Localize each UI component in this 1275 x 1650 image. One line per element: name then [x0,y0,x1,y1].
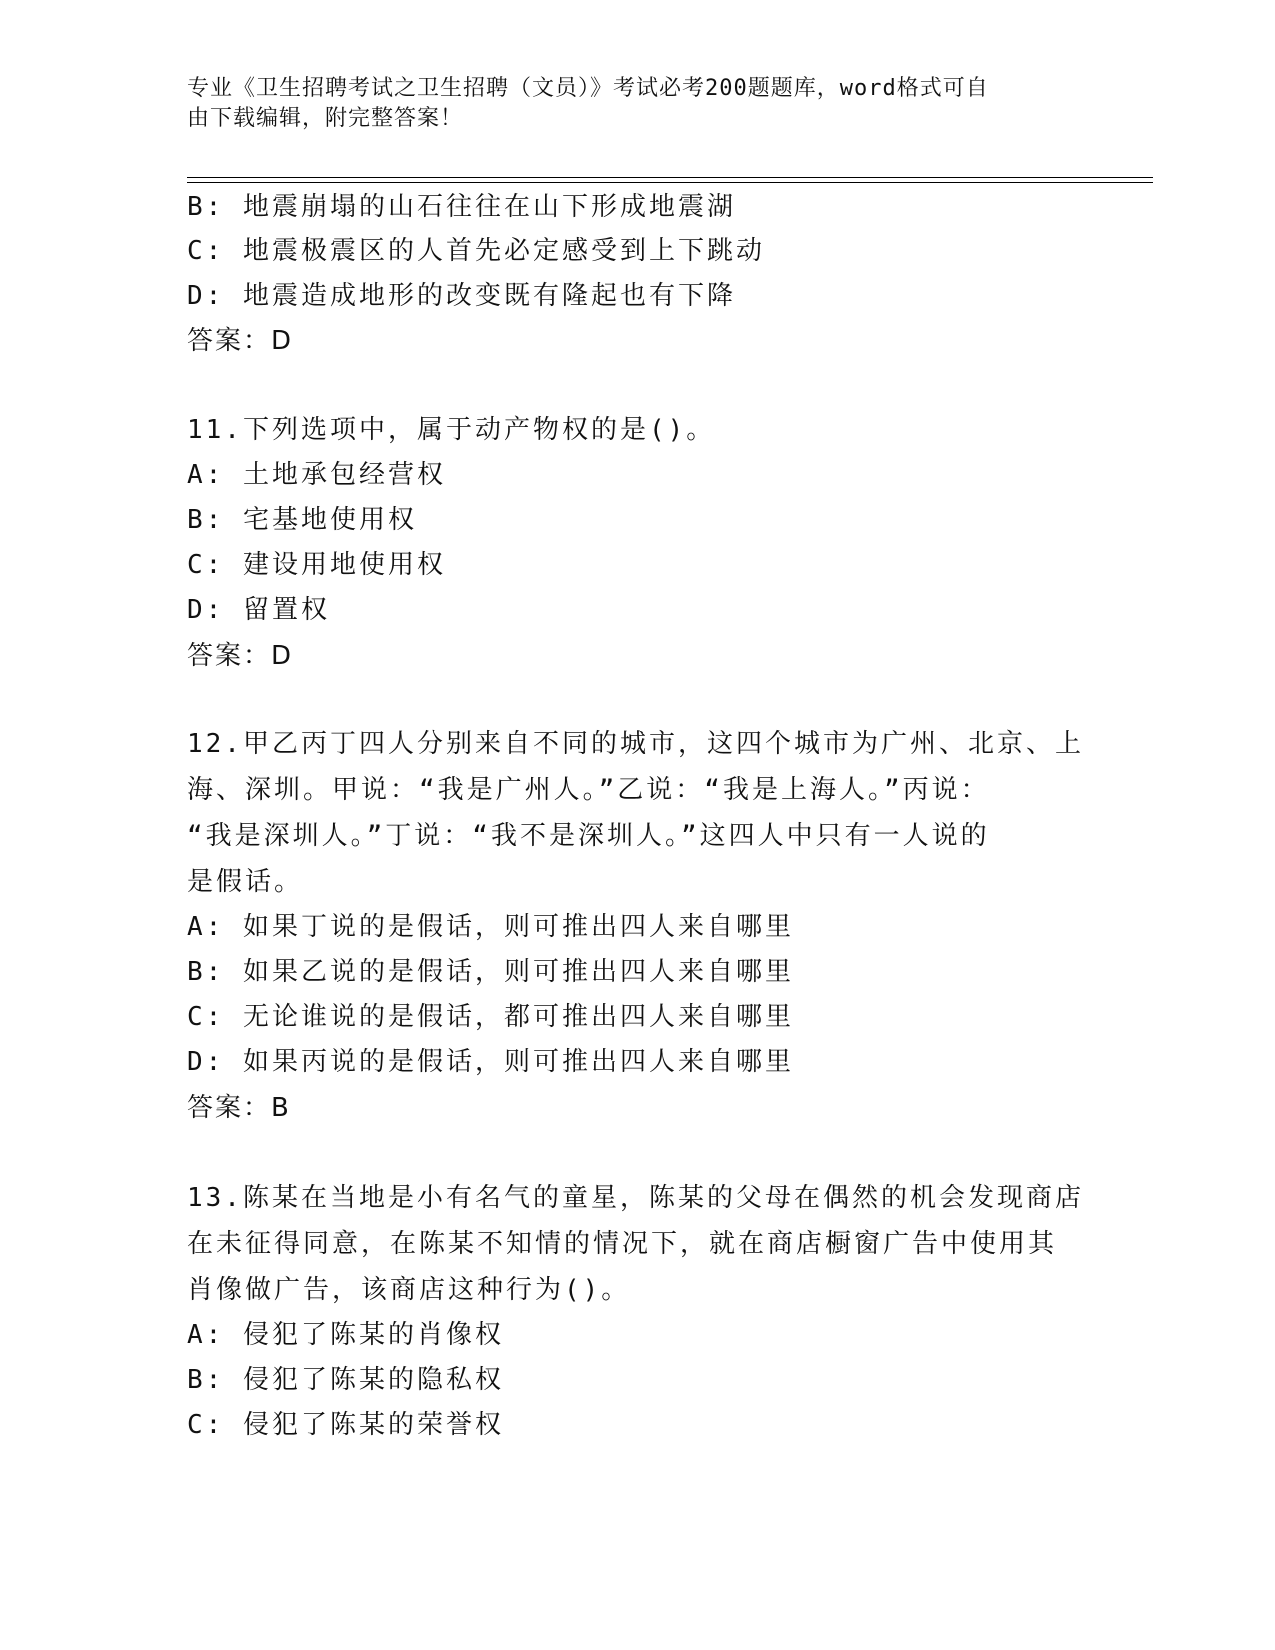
q12-answer: 答案：B [187,1093,291,1123]
header-divider-bottom [187,182,1153,183]
q10-option-b: B: 地震崩塌的山石往往在山下形成地震湖 [187,192,736,222]
q11-option-a: A: 土地承包经营权 [187,460,446,490]
q10-answer: 答案：D [187,326,294,356]
header-divider-top [187,177,1153,178]
q13-stem-line-1: 13.陈某在当地是小有名气的童星，陈某的父母在偶然的机会发现商店 [187,1183,1084,1213]
document-header [187,74,1067,134]
header-line-1: 专业《卫生招聘考试之卫生招聘（文员）》考试必考200题题库，word格式可自 [187,76,989,101]
q10-option-d: D: 地震造成地形的改变既有隆起也有下降 [187,281,736,311]
q13-option-b: B: 侵犯了陈某的隐私权 [187,1365,504,1395]
q12-stem-line-4: 是假话。 [187,867,304,897]
q12-option-c: C: 无论谁说的是假话，都可推出四人来自哪里 [187,1002,794,1032]
q13-option-c: C: 侵犯了陈某的荣誉权 [187,1410,504,1440]
q12-option-d: D: 如果丙说的是假话，则可推出四人来自哪里 [187,1047,794,1077]
header-line-2: 由下载编辑，附完整答案！ [187,106,464,131]
q11-answer: 答案：D [187,641,294,671]
q11-stem: 11.下列选项中，属于动产物权的是()。 [187,415,716,445]
q12-stem-line-1: 12.甲乙丙丁四人分别来自不同的城市，这四个城市为广州、北京、上 [187,729,1084,759]
q12-stem-line-2: 海、深圳。甲说：“我是广州人。”乙说：“我是上海人。”丙说： [187,775,990,805]
q11-option-b: B: 宅基地使用权 [187,505,417,535]
q11-option-d: D: 留置权 [187,595,330,625]
q12-option-b: B: 如果乙说的是假话，则可推出四人来自哪里 [187,957,794,987]
q11-option-c: C: 建设用地使用权 [187,550,446,580]
q12-stem-line-3: “我是深圳人。”丁说：“我不是深圳人。”这四人中只有一人说的 [187,821,990,851]
q13-stem-line-3: 肖像做广告，该商店这种行为()。 [187,1275,631,1305]
q12-option-a: A: 如果丁说的是假话，则可推出四人来自哪里 [187,912,794,942]
q13-stem-line-2: 在未征得同意，在陈某不知情的情况下，就在商店橱窗广告中使用其 [187,1229,1058,1259]
q10-option-c: C: 地震极震区的人首先必定感受到上下跳动 [187,236,765,266]
q13-option-a: A: 侵犯了陈某的肖像权 [187,1320,504,1350]
